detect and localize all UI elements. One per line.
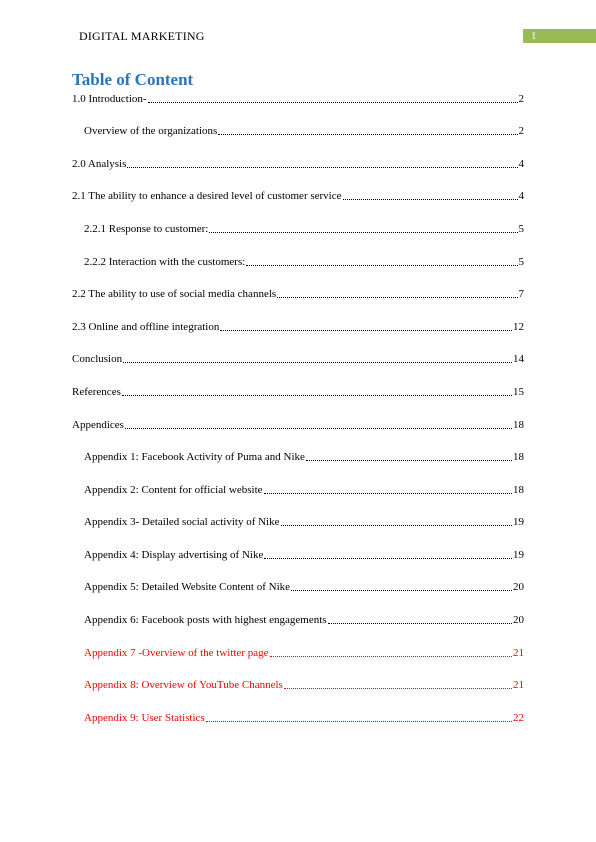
toc-entry-label: 1.0 Introduction- bbox=[72, 93, 147, 105]
toc-leader-dots bbox=[291, 589, 512, 591]
toc-leader-dots bbox=[306, 459, 512, 461]
toc-entry-page: 21 bbox=[513, 647, 524, 659]
page-header-title: DIGITAL MARKETING bbox=[79, 29, 205, 43]
toc-leader-dots bbox=[218, 133, 517, 135]
toc-entry[interactable] bbox=[72, 352, 524, 366]
toc-entry-page: 15 bbox=[513, 386, 524, 398]
toc-entry[interactable] bbox=[72, 287, 524, 301]
toc-leader-dots bbox=[209, 231, 517, 233]
toc-entry[interactable] bbox=[72, 157, 524, 171]
toc-leader-dots bbox=[277, 296, 517, 298]
toc-entry-page: 7 bbox=[518, 288, 524, 300]
toc-entry[interactable] bbox=[72, 385, 524, 399]
toc-leader-dots bbox=[246, 264, 517, 266]
toc-entry-label: Conclusion bbox=[72, 353, 123, 365]
toc-entry[interactable] bbox=[84, 483, 524, 497]
toc-entry-page: 21 bbox=[513, 679, 524, 691]
toc-entry[interactable] bbox=[72, 320, 524, 334]
page-number-badge: 1 bbox=[523, 29, 596, 43]
toc-entry-label: 2.1 The ability to enhance a desired level of customer service bbox=[72, 190, 342, 202]
toc-leader-dots bbox=[148, 101, 518, 103]
toc-entry-label: 2.2.2 Interaction with the customers: bbox=[84, 256, 246, 268]
toc-entry[interactable] bbox=[72, 92, 524, 106]
toc-entry-page: 2 bbox=[518, 93, 524, 105]
toc-entry-page: 18 bbox=[513, 451, 524, 463]
toc-entry-page: 19 bbox=[513, 516, 524, 528]
toc-entry[interactable] bbox=[84, 124, 524, 138]
toc-entry[interactable] bbox=[84, 580, 524, 594]
toc-leader-dots bbox=[220, 329, 512, 331]
toc-entry[interactable] bbox=[84, 711, 524, 725]
toc-entry-label: Overview of the organizations bbox=[84, 125, 218, 137]
toc-leader-dots bbox=[270, 655, 513, 657]
toc-leader-dots bbox=[127, 166, 517, 168]
toc-leader-dots bbox=[281, 524, 513, 526]
toc-entry-page: 2 bbox=[518, 125, 524, 137]
toc-entry-label: 2.3 Online and offline integration bbox=[72, 321, 220, 333]
toc-entry[interactable] bbox=[84, 222, 524, 236]
toc-entry-label: Appendix 6: Facebook posts with highest engagements bbox=[84, 614, 327, 626]
toc-entry-page: 4 bbox=[518, 190, 524, 202]
toc-entry[interactable] bbox=[84, 678, 524, 692]
toc-entry-page: 20 bbox=[513, 581, 524, 593]
toc-entry-page: 20 bbox=[513, 614, 524, 626]
toc-leader-dots bbox=[123, 361, 512, 363]
toc-entry-page: 4 bbox=[518, 158, 524, 170]
toc-entry-label: Appendix 7 -Overview of the twitter page bbox=[84, 647, 269, 659]
toc-entry-label: 2.2 The ability to use of social media channels bbox=[72, 288, 277, 300]
toc-entry-label: Appendix 1: Facebook Activity of Puma and Nike bbox=[84, 451, 305, 463]
toc-leader-dots bbox=[343, 198, 518, 200]
toc-entry-page: 18 bbox=[513, 419, 524, 431]
toc-leader-dots bbox=[264, 557, 512, 559]
toc-entry[interactable] bbox=[84, 515, 524, 529]
toc-entry-label: Appendix 8: Overview of YouTube Channels bbox=[84, 679, 283, 691]
toc-entry-label: 2.0 Analysis bbox=[72, 158, 127, 170]
toc-leader-dots bbox=[284, 687, 512, 689]
toc-entry-label: Appendix 2: Content for official website bbox=[84, 484, 263, 496]
toc-entry-label: References bbox=[72, 386, 121, 398]
toc-entry-label: Appendix 5: Detailed Website Content of Nike bbox=[84, 581, 291, 593]
toc-entry[interactable] bbox=[84, 255, 524, 269]
toc-entry[interactable] bbox=[84, 548, 524, 562]
toc-entry-label: Appendix 4: Display advertising of Nike bbox=[84, 549, 264, 561]
toc-entry-page: 19 bbox=[513, 549, 524, 561]
toc-leader-dots bbox=[125, 427, 512, 429]
toc-entry-page: 5 bbox=[518, 223, 524, 235]
toc-entry-label: Appendices bbox=[72, 419, 124, 431]
toc-entry-page: 5 bbox=[518, 256, 524, 268]
toc-entry-label: Appendix 3- Detailed social activity of Nike bbox=[84, 516, 280, 528]
toc-entry[interactable] bbox=[84, 646, 524, 660]
toc-entry-page: 12 bbox=[513, 321, 524, 333]
toc-heading: Table of Content bbox=[72, 70, 194, 89]
toc-leader-dots bbox=[328, 622, 512, 624]
toc-entry-page: 14 bbox=[513, 353, 524, 365]
toc-leader-dots bbox=[206, 720, 512, 722]
toc-entry[interactable] bbox=[84, 613, 524, 627]
toc-leader-dots bbox=[122, 394, 512, 396]
toc-entry-label: 2.2.1 Response to customer: bbox=[84, 223, 209, 235]
toc-entry-page: 22 bbox=[513, 712, 524, 724]
toc-entry[interactable] bbox=[72, 418, 524, 432]
toc-entry-label: Appendix 9: User Statistics bbox=[84, 712, 205, 724]
toc-entry[interactable] bbox=[72, 189, 524, 203]
toc-leader-dots bbox=[264, 492, 512, 494]
toc-entry-page: 18 bbox=[513, 484, 524, 496]
toc-entry[interactable] bbox=[84, 450, 524, 464]
